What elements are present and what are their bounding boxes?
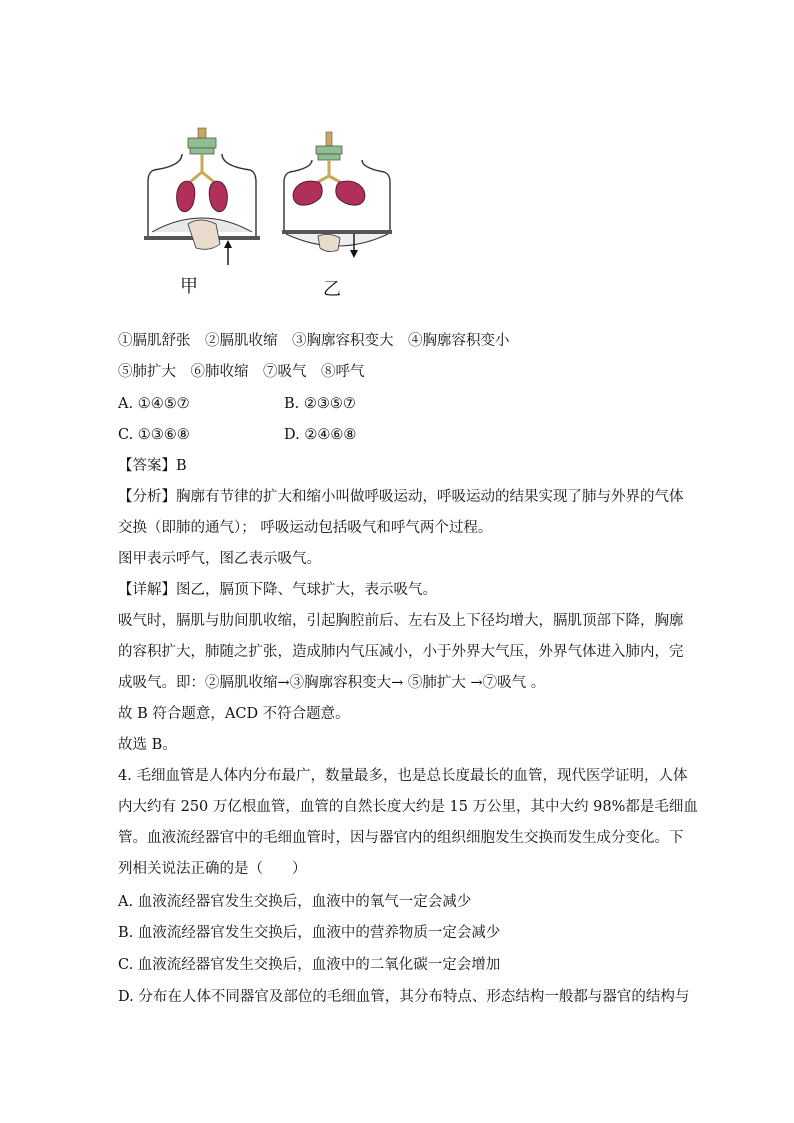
choice-d: D. ②④⑥⑧ xyxy=(284,427,357,443)
q4-stem-line-3: 管。血液流经器官中的毛细血管时，因与器官内的组织细胞发生交换而发生成分变化。下 xyxy=(118,830,684,846)
q4-option-b: B. 血液流经器官发生交换后，血液中的营养物质一定会减少 xyxy=(118,925,501,941)
answer-line: 【答案】B xyxy=(118,458,187,474)
q4-option-c: C. 血液流经器官发生交换后，血液中的二氧化碳一定会增加 xyxy=(118,957,501,973)
bell-jar-figure xyxy=(140,120,400,300)
q4-stem-line-2: 内大约有 250 万亿根血管，血管的自然长度大约是 15 万公里，其中大约 98%都是毛细血 xyxy=(118,799,698,815)
analysis-line-1: 【分析】胸廓有节律的扩大和缩小叫做呼吸运动，呼吸运动的结果实现了肺与外界的气体 xyxy=(118,489,684,505)
jar-left xyxy=(144,128,260,265)
analysis-line-2: 交换（即肺的通气）； 呼吸运动包括吸气和呼气两个过程。 xyxy=(118,520,493,536)
choice-c: C. ①③⑥⑧ xyxy=(118,427,190,443)
q4-option-a: A. 血液流经器官发生交换后，血液中的氧气一定会减少 xyxy=(118,894,472,910)
detail-line-3: 的容积扩大，肺随之扩张，造成肺内气压减小，小于外界大气压，外界气体进入肺内，完 xyxy=(118,644,684,660)
q4-stem-line-4: 列相关说法正确的是（ ） xyxy=(118,861,307,877)
choice-a: A. ①④⑤⑦ xyxy=(118,396,190,412)
jar-right xyxy=(282,132,392,258)
figure-caption-left: 甲 xyxy=(180,276,198,297)
detail-line-2: 吸气时，膈肌与肋间肌收缩，引起胸腔前后、左右及上下径均增大，膈肌顶部下降，胸廓 xyxy=(118,613,684,629)
detail-line-1: 【详解】图乙，膈顶下降、气球扩大，表示吸气。 xyxy=(118,582,437,598)
q4-option-d: D. 分布在人体不同器官及部位的毛细血管，其分布特点、形态结构一般都与器官的结构与 xyxy=(118,989,690,1005)
detail-line-6: 故选 B。 xyxy=(118,737,177,753)
q4-stem-line-1: 4. 毛细血管是人体内分布最广，数量最多，也是总长度最长的血管，现代医学证明，人体 xyxy=(118,768,688,784)
figure-caption-right: 乙 xyxy=(323,279,341,300)
options-line-1: ①膈肌舒张 ②膈肌收缩 ③胸廓容积变大 ④胸廓容积变小 xyxy=(118,333,510,349)
options-line-2: ⑤肺扩大 ⑥肺收缩 ⑦吸气 ⑧呼气 xyxy=(118,364,365,380)
detail-line-5: 故 B 符合题意，ACD 不符合题意。 xyxy=(118,706,350,722)
choice-b: B. ②③⑤⑦ xyxy=(284,396,356,412)
detail-line-4: 成吸气。即：②膈肌收缩→③胸廓容积变大→ ⑤肺扩大 →⑦吸气 。 xyxy=(118,675,546,691)
analysis-line-3: 图甲表示呼气，图乙表示吸气。 xyxy=(118,551,321,567)
bell-jar-diagram xyxy=(140,120,400,300)
